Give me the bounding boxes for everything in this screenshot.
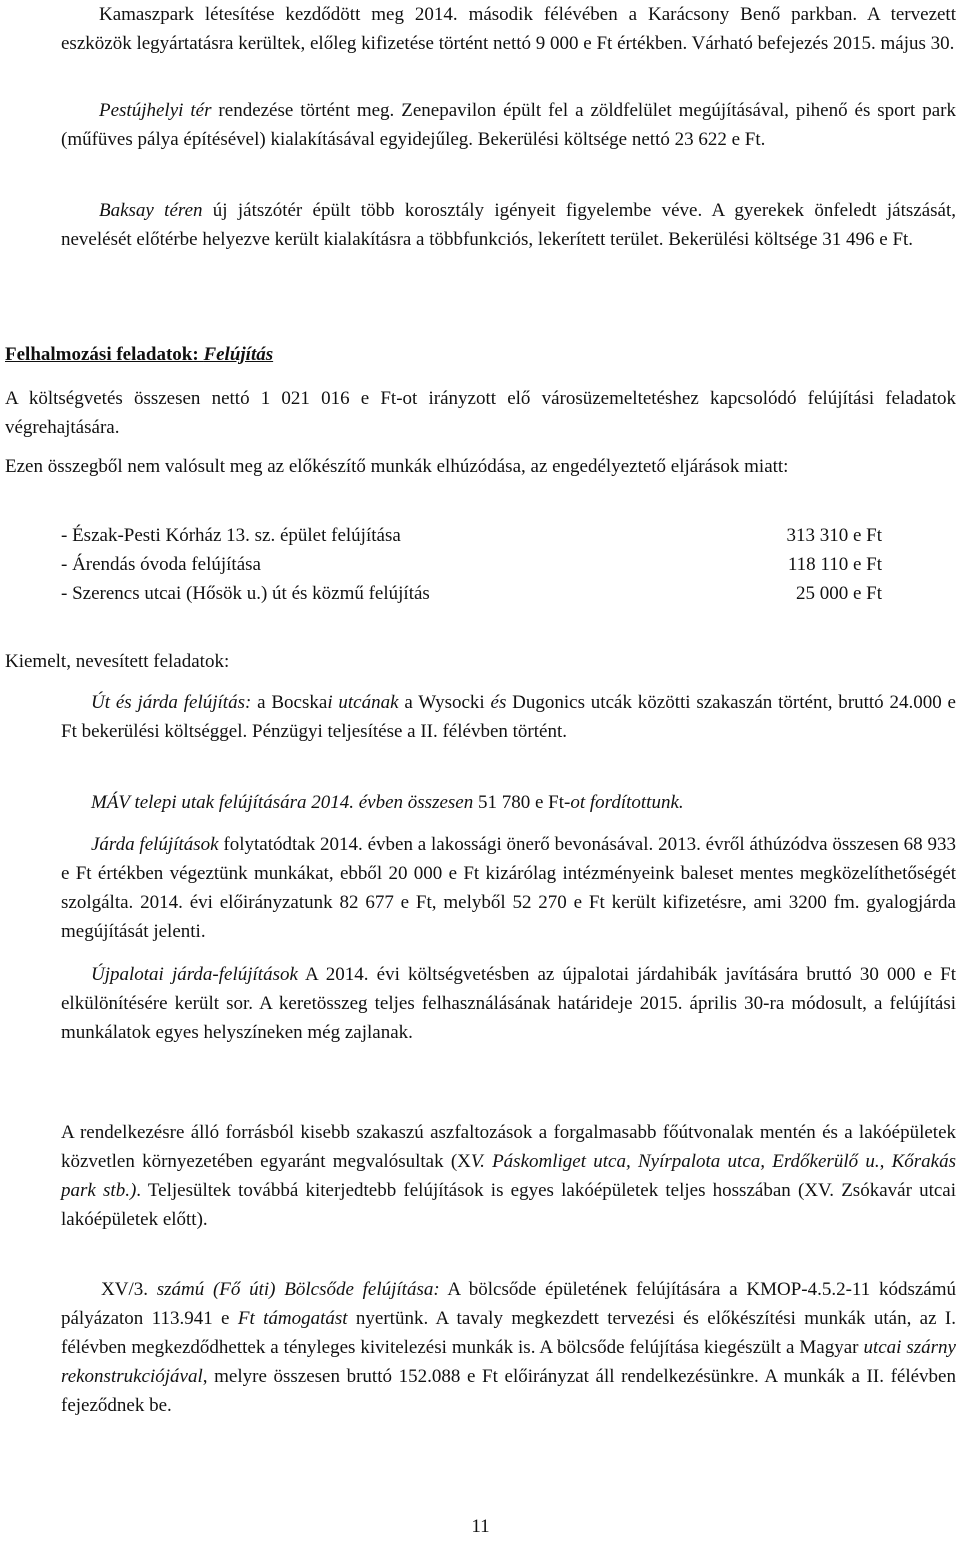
paragraph-jarda-felujitasok: Járda felújítások folytatódtak 2014. évben a lakossági önerő bevonásával. 2013. évről áthúzódva összesen 68 933 e Ft értékben végeztünk munkákat, ebből 20 000 e Ft kizárólag intézményeink baleset mentes megközelíthetőségét szolgálta. 2014. évi előirányzatunk 82 677 e Ft, melyből 52 270 e Ft került kifizetésre, ami 3200 fm. gyalogjárda megújítását jelenti. bbox=[61, 834, 956, 942]
list-item: - Árendás óvoda felújítása 118 110 e Ft bbox=[61, 554, 882, 575]
paragraph-bolcsode: XV/3. számú (Fő úti) Bölcsőde felújítása: A bölcsőde épületének felújítására a KMOP-4.5.2-11 kódszámú pályázaton 113.941 e Ft támogatást nyertünk. A tavaly megkezdett tervezési és előkészítési munkák után, az I. félévben megkezdődhettek a tényleges kivitelezési munkák is. A bölcsőde felújítása kiegészült a Magyar utcai szárny rekonstrukciójával, melyre összesen bruttó 152.088 e Ft előirányzat áll rendelkezésünkre. A munkák a II. félévben fejeződnek be. bbox=[61, 1279, 956, 1416]
paragraph-mav-telepi: MÁV telepi utak felújítására 2014. évben összesen 51 780 e Ft-ot fordítottunk. bbox=[91, 792, 684, 813]
paragraph-ezen-osszegbol: Ezen összegből nem valósult meg az előkészítő munkák elhúzódása, az engedélyeztető eljárások miatt: bbox=[5, 456, 789, 477]
paragraph-aszfaltozasok: A rendelkezésre álló forrásból kisebb szakaszú aszfaltozások a forgalmasabb főútvonalak mentén és a lakóépületek közvetlen környezetében egyaránt megvalósultak (XV. Páskomliget utca, Nyírpalota utca, Erdőkerülő u., Kőrakás park stb.). Teljesültek továbbá kiterjedtebb felújítások is egyes lakóépületek teljes hosszában (XV. Zsókavár utcai lakóépületek előtt). bbox=[61, 1122, 957, 1230]
paragraph-koltsegvetes: A költségvetés összesen nettó 1 021 016 e Ft-ot irányzott elő városüzemeltetéshez kapcsolódó felújítási feladatok végrehajtására. bbox=[5, 388, 956, 438]
paragraph-pestujhelyi-ter: Pestújhelyi tér rendezése történt meg. Zenepavilon épült fel a zöldfelület megújításával, pihenő és sport park (műfüves pálya építésével) kialakításával egyidejűleg. Bekerülési költsége nettó 23 622 e Ft. bbox=[61, 100, 956, 150]
paragraph-kamaszpark: Kamaszpark létesítése kezdődött meg 2014. második félévében a Karácsony Benő parkban. A tervezett eszközök legyártatásra kerültek, előleg kifizetése történt nettó 9 000 e Ft értékben. Várható befejezés 2015. május 30. bbox=[61, 4, 956, 54]
section-heading: Felhalmozási feladatok: Felújítás bbox=[5, 344, 274, 365]
paragraph-ujpalotai: Újpalotai járda-felújítások A 2014. évi költségvetésben az újpalotai járdahibák javítására bruttó 30 000 e Ft elkülönítésére került sor. A keretösszeg teljes felhasználásának határideje 2015. április 30-ra módosult, a felújítási munkálatok egyes helyszíneken még zajlanak. bbox=[61, 964, 956, 1043]
page-number: 11 bbox=[471, 1516, 490, 1537]
subheading-kiemelt: Kiemelt, nevesített feladatok: bbox=[5, 651, 230, 672]
list-item: - Szerencs utcai (Hősök u.) út és közmű felújítás 25 000 e Ft bbox=[61, 583, 882, 604]
list-item: - Észak-Pesti Kórház 13. sz. épület felújítása 313 310 e Ft bbox=[61, 525, 882, 546]
paragraph-ut-es-jarda: Út és járda felújítás: a Bocskai utcának a Wysocki és Dugonics utcák közötti szakaszán történt, bruttó 24.000 e Ft bekerülési költséggel. Pénzügyi teljesítése a II. félévben történt. bbox=[61, 692, 956, 742]
paragraph-baksay-ter: Baksay téren új játszótér épült több korosztály igényeit figyelembe véve. A gyerekek önfeledt játszását, nevelését előtérbe helyezve került kialakításra a többfunkciós, lekerített terület. Bekerülési költsége 31 496 e Ft. bbox=[61, 200, 956, 250]
unrealized-projects-list bbox=[5, 521, 956, 608]
